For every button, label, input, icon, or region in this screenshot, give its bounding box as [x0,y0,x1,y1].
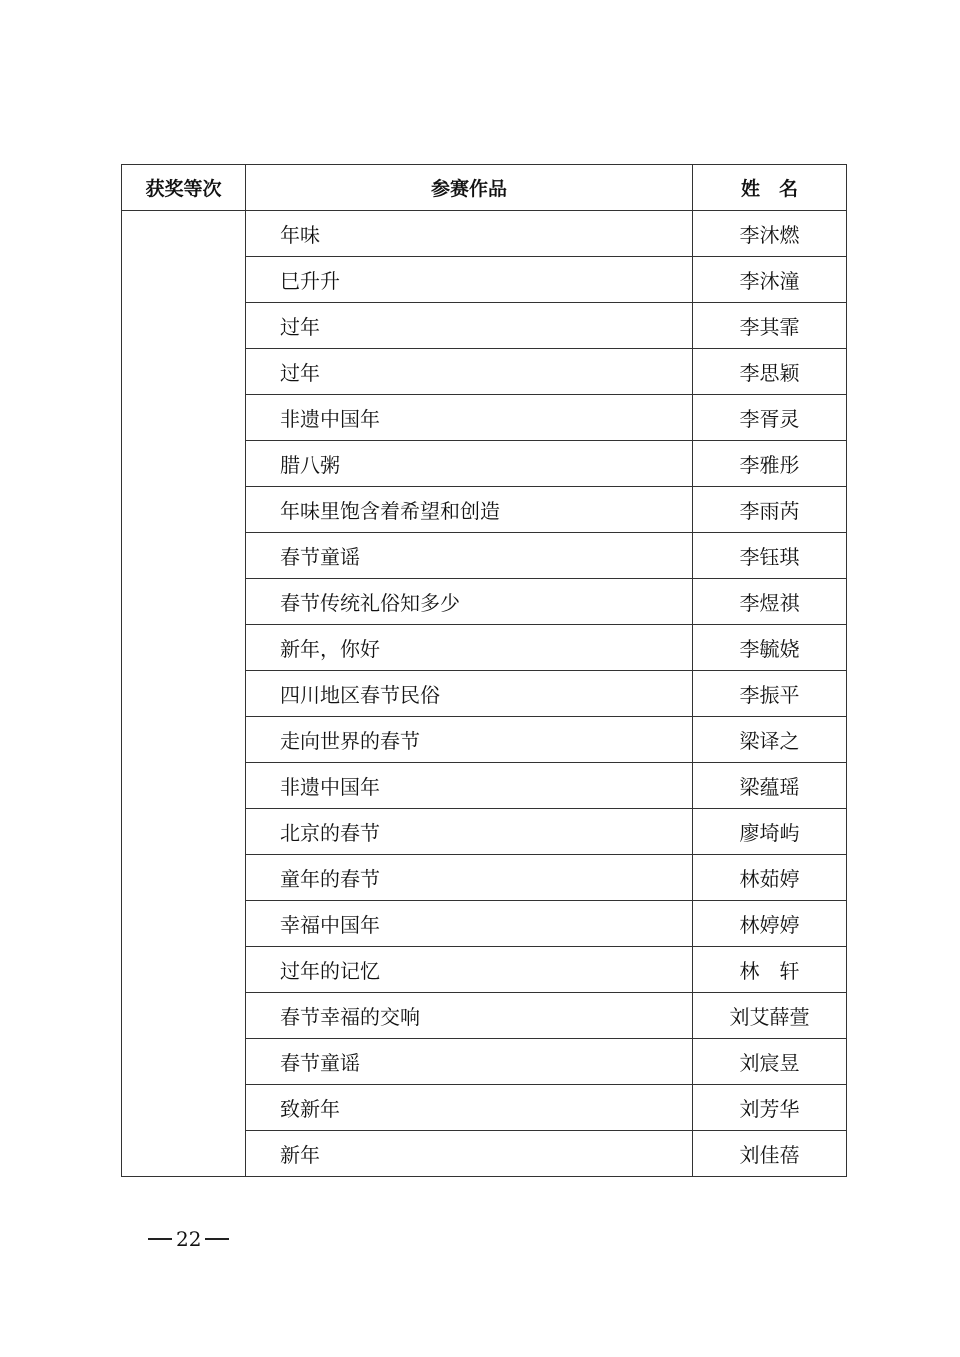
participant-name-cell: 李胥灵 [693,395,847,441]
work-title-cell: 年味 [246,211,693,257]
page-number [148,1227,229,1251]
table-header-row [122,165,847,211]
header-name: 姓 名 [693,165,847,211]
work-title-cell: 非遗中国年 [246,395,693,441]
participant-name-cell: 李雅彤 [693,441,847,487]
work-title-cell: 新年，你好 [246,625,693,671]
work-title-cell: 腊八粥 [246,441,693,487]
work-title-cell: 幸福中国年 [246,901,693,947]
award-table [121,164,847,1177]
work-title-cell: 新年 [246,1131,693,1177]
participant-name-cell: 梁蕴瑶 [693,763,847,809]
work-title-cell: 年味里饱含着希望和创造 [246,487,693,533]
work-title-cell: 走向世界的春节 [246,717,693,763]
work-title-cell: 童年的春节 [246,855,693,901]
participant-name-cell: 林 轩 [693,947,847,993]
participant-name-cell: 刘芳华 [693,1085,847,1131]
participant-name-cell: 林婷婷 [693,901,847,947]
award-level-cell [122,211,246,1177]
work-title-cell: 过年 [246,349,693,395]
work-title-cell: 北京的春节 [246,809,693,855]
header-work: 参赛作品 [246,165,693,211]
participant-name-cell: 李振平 [693,671,847,717]
work-title-cell: 巳升升 [246,257,693,303]
page-number-dash-right [205,1238,229,1240]
participant-name-cell: 李思颖 [693,349,847,395]
participant-name-cell: 李沐潼 [693,257,847,303]
participant-name-cell: 刘宸昱 [693,1039,847,1085]
participant-name-cell: 刘艾薛萱 [693,993,847,1039]
work-title-cell: 过年 [246,303,693,349]
work-title-cell: 春节童谣 [246,1039,693,1085]
participant-name-cell: 刘佳蓓 [693,1131,847,1177]
participant-name-cell: 梁译之 [693,717,847,763]
participant-name-cell: 李沐燃 [693,211,847,257]
participant-name-cell: 李煜祺 [693,579,847,625]
participant-name-cell: 李毓娆 [693,625,847,671]
work-title-cell: 春节童谣 [246,533,693,579]
work-title-cell: 春节传统礼俗知多少 [246,579,693,625]
participant-name-cell: 林茹婷 [693,855,847,901]
participant-name-cell: 李钰琪 [693,533,847,579]
work-title-cell: 致新年 [246,1085,693,1131]
work-title-cell: 非遗中国年 [246,763,693,809]
table-body [122,211,847,1177]
participant-name-cell: 李其霏 [693,303,847,349]
work-title-cell: 过年的记忆 [246,947,693,993]
table-row [122,211,847,257]
work-title-cell: 春节幸福的交响 [246,993,693,1039]
header-award-level: 获奖等次 [122,165,246,211]
page-number-dash-left [148,1238,172,1240]
participant-name-cell: 廖埼屿 [693,809,847,855]
work-title-cell: 四川地区春节民俗 [246,671,693,717]
page-number-text: 22 [176,1227,202,1251]
participant-name-cell: 李雨芮 [693,487,847,533]
